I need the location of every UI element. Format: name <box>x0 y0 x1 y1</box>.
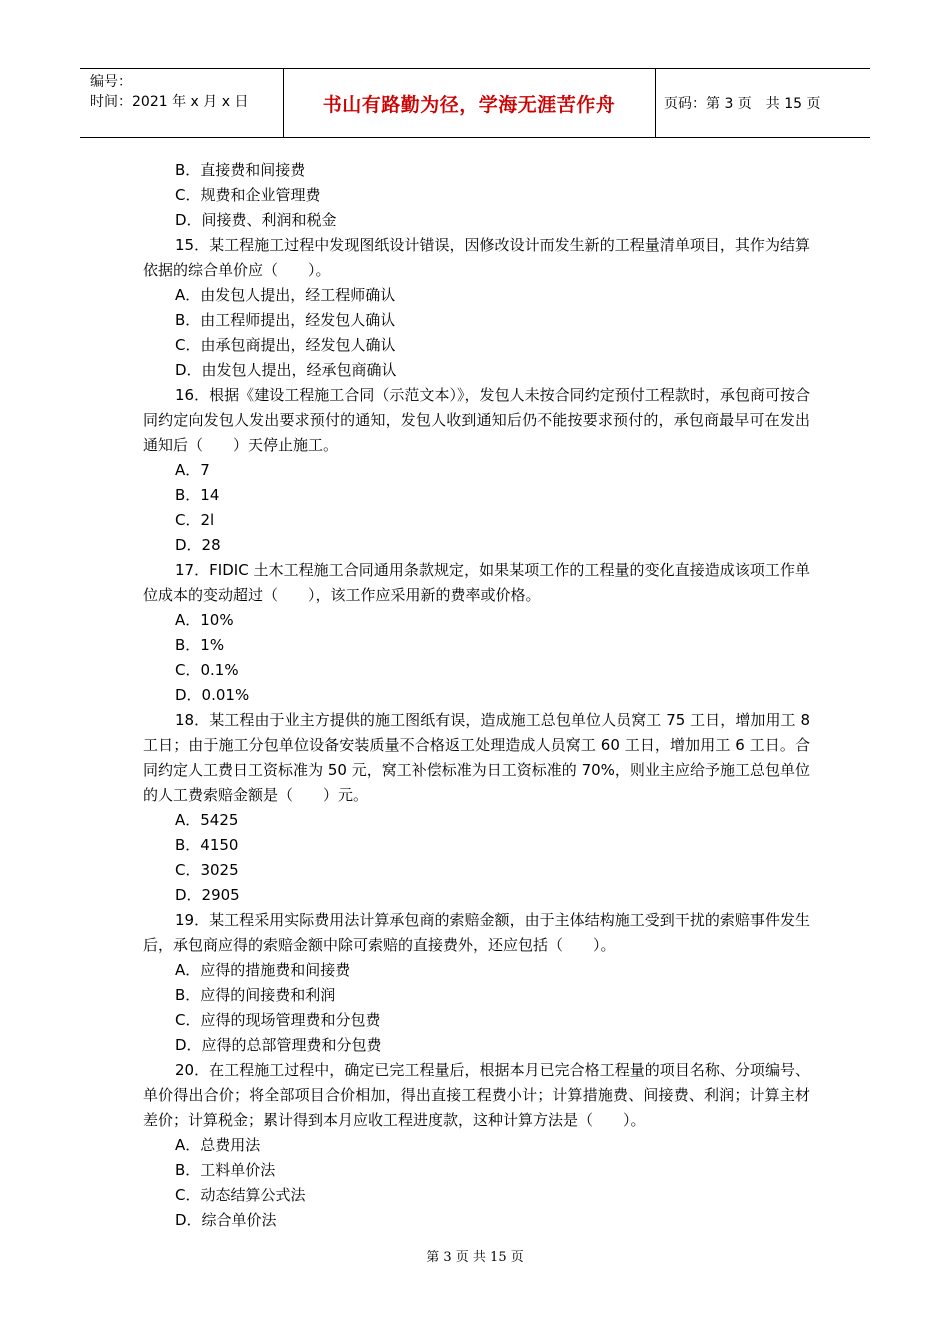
page-footer: 第 3 页 共 15 页 <box>426 1250 524 1265</box>
answer-option: C．0.1% <box>175 661 239 679</box>
answer-option: B．直接费和间接费 <box>175 161 306 179</box>
answer-option: A．10% <box>175 611 234 629</box>
answer-option: C．2l <box>175 511 215 529</box>
page-header <box>80 68 870 138</box>
question-stem: 18．某工程由于业主方提供的施工图纸有误，造成施工总包单位人员窝工 75 工日，增加用工 8 工日；由于施工分包单位设备安装质量不合格返工处理造成人员窝工 60 工日，增加用工 6 工日。合同约定人工费日工资标准为 50 元，窝工补偿标准为日工资标准的 70%，则业主应给予施工总包单位的人工费索赔金额是（ ）元。 <box>143 711 810 804</box>
answer-option: D．28 <box>175 536 221 554</box>
answer-option: D．0.01% <box>175 686 250 704</box>
answer-option: C．规费和企业管理费 <box>175 186 321 204</box>
answer-option: B．4150 <box>175 836 239 854</box>
header-motto: 书山有路勤为径，学海无涯苦作舟 <box>322 93 616 116</box>
answer-option: B．工料单价法 <box>175 1161 276 1179</box>
question-stem: 17．FIDIC 土木工程施工合同通用条款规定，如果某项工作的工程量的变化直接造成该项工作单位成本的变动超过（ ），该工作应采用新的费率或价格。 <box>143 561 810 604</box>
answer-option: A．总费用法 <box>175 1136 261 1154</box>
answer-option: D．2905 <box>175 886 240 904</box>
answer-option: C．由承包商提出，经发包人确认 <box>175 336 396 354</box>
header-page-info: 页码：第 3 页 共 15 页 <box>664 96 821 112</box>
answer-option: B．1% <box>175 636 225 654</box>
header-divider-right <box>655 69 656 137</box>
question-stem: 15．某工程施工过程中发现图纸设计错误，因修改设计而发生新的工程量清单项目，其作为结算依据的综合单价应（ ）。 <box>143 236 810 279</box>
answer-option: D．应得的总部管理费和分包费 <box>175 1036 382 1054</box>
answer-option: B．应得的间接费和利润 <box>175 986 336 1004</box>
answer-option: C．动态结算公式法 <box>175 1186 306 1204</box>
answer-option: A．由发包人提出，经工程师确认 <box>175 286 396 304</box>
answer-option: B．14 <box>175 486 220 504</box>
question-stem: 20．在工程施工过程中，确定已完工程量后，根据本月已完合格工程量的项目名称、分项编号、单价得出合价；将全部项目合价相加，得出直接工程费小计；计算措施费、间接费、利润；计算主材差价；计算税金；累计得到本月应收工程进度款，这种计算方法是（ ）。 <box>143 1061 810 1129</box>
answer-option: A．应得的措施费和间接费 <box>175 961 351 979</box>
question-stem: 19．某工程采用实际费用法计算承包商的索赔金额，由于主体结构施工受到干扰的索赔事件发生后，承包商应得的索赔金额中除可索赔的直接费外，还应包括（ ）。 <box>143 911 810 954</box>
answer-option: D．由发包人提出，经承包商确认 <box>175 361 397 379</box>
answer-option: C．3025 <box>175 861 239 879</box>
answer-option: B．由工程师提出，经发包人确认 <box>175 311 396 329</box>
exam-questions <box>143 158 810 1233</box>
answer-option: A．5425 <box>175 811 239 829</box>
question-stem: 16．根据《建设工程施工合同（示范文本）》，发包人未按合同约定预付工程款时，承包商可按合同约定向发包人发出要求预付的通知，发包人收到通知后仍不能按要求预付的，承包商最早可在发出通知后（ ）天停止施工。 <box>143 386 810 454</box>
header-meta <box>90 72 248 112</box>
answer-option: D．间接费、利润和税金 <box>175 211 337 229</box>
document-number-label: 编号： <box>90 74 132 90</box>
answer-option: A．7 <box>175 461 210 479</box>
answer-option: D．综合单价法 <box>175 1211 277 1229</box>
document-date: 时间：2021 年 x 月 x 日 <box>90 94 249 110</box>
answer-option: C．应得的现场管理费和分包费 <box>175 1011 381 1029</box>
